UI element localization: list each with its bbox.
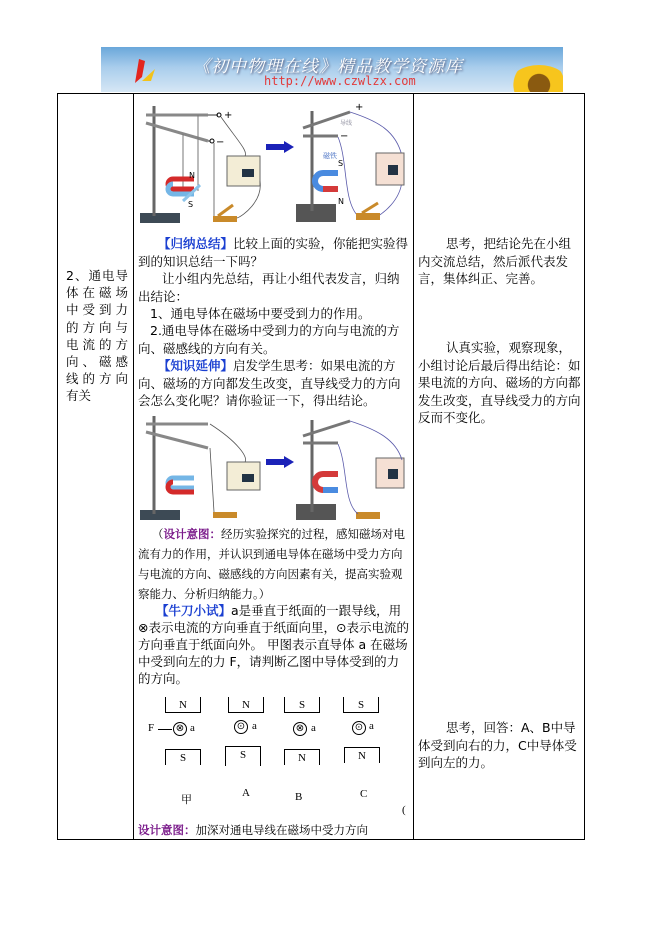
current-out-icon: ⊙ (336, 620, 347, 635)
header-banner (101, 47, 563, 92)
conductor-a: a (190, 722, 195, 734)
paren-open: （ (152, 527, 164, 541)
student-block-2: 认真实验，观察现象，小组讨论后最后得出结论：如果电流的方向、磁场的方向都发生改变，直导线受力的方向反而不变化。 (418, 340, 581, 425)
sunflower-image (509, 65, 563, 92)
logo-icon (131, 55, 157, 85)
magnet-top: S (284, 697, 320, 713)
magnet-bottom: N (344, 747, 380, 763)
experiment-figure-2 (138, 412, 410, 524)
wire-symbol: ⊗ (173, 722, 187, 736)
svg-text:N: N (338, 197, 344, 206)
student-block-3: 思考，回答：A、B中导体受到向右的力，C中导体受到向左的力。 (418, 720, 577, 770)
topic-text: 2、通电导体在磁场中受到力的方向与电流的方向、磁感线的方向有关 (66, 268, 128, 404)
magnet-bottom: N (284, 749, 320, 765)
svg-text:S: S (188, 200, 194, 209)
svg-text:N: N (189, 171, 195, 180)
magnet-bottom: S (165, 749, 201, 765)
point-1: 1、通电导体在磁场中要受到力的作用。 (150, 306, 371, 321)
topic-column (58, 94, 134, 839)
arrow-icon (266, 141, 294, 153)
force-label: F (148, 722, 155, 734)
student-activity-column (414, 94, 585, 839)
wire-symbol: ⊗ (293, 722, 307, 736)
svg-text:+: + (355, 102, 364, 113)
lesson-table (57, 93, 585, 840)
arrow-icon (266, 456, 294, 468)
wire-symbol: ⊙ (352, 721, 366, 735)
apparatus-reversed-before (140, 416, 260, 520)
svg-text:S: S (338, 159, 344, 168)
apparatus-before (140, 106, 260, 223)
experiment-figure-1 (138, 101, 410, 229)
student-block-1: 思考，把结论先在小组内交流总结，然后派代表发言，集体纠正、完善。 (418, 236, 572, 286)
banner-title: 《初中物理在线》精品教学资源库 (193, 57, 463, 77)
magnet-top: N (165, 697, 201, 713)
magnet-top: N (228, 697, 264, 713)
trial-text-3: 表示电流的方向垂直于纸面向外。 甲图表示直导体 a 在磁场中受到向左的力 F，请判断乙图中导体受到的力的方向。 (138, 620, 409, 686)
conductor-a: a (252, 720, 257, 732)
force-arrow-icon (158, 729, 172, 730)
svg-text:−: − (216, 137, 225, 148)
diagram-label: C (360, 788, 368, 800)
paren-open: ( (402, 804, 406, 816)
point-2: 2.通电导体在磁场中受到力的方向与电流的方向、磁感线的方向有关。 (138, 323, 400, 356)
design-intent-tag: 设计意图： (163, 527, 221, 541)
magnet-top: S (343, 697, 379, 713)
diagram-label: 甲 (181, 794, 192, 806)
summary-text: 比较上面的实验，你能把实验得到的知识总结一下吗？ (138, 236, 409, 269)
wire-symbol: ⊙ (234, 720, 248, 734)
svg-text:+: + (224, 110, 233, 121)
group-text: 让小组内先总结，再让小组代表发言，归纳出结论： (138, 271, 400, 304)
apparatus-after (296, 102, 404, 222)
svg-text:−: − (340, 131, 349, 142)
design-intent-1 (138, 524, 410, 604)
summary-tag: 【归纳总结】 (158, 236, 234, 251)
trial-paragraph (138, 602, 410, 687)
activity-column (134, 94, 414, 839)
magnet-bottom: S (225, 746, 261, 766)
trial-text-2: 表示电流的方向垂直于纸面向里， (148, 620, 336, 635)
conductor-label: 导线 (340, 120, 353, 127)
design-intent-text: 经历实验探究的过程，感知磁场对电流有力的作用，并认识到通电导体在磁场中受力方向与电流的方向、磁感线的方向因素有关，提高实验观察能力、分析归纳能力。） (138, 527, 405, 601)
design-intent-2 (138, 820, 410, 840)
magnet-label: 磁铁 (323, 152, 337, 160)
extension-text: 启发学生思考：如果电流的方向、磁场的方向都发生改变，直导线受力的方向会怎么变化呢？请你验证一下，得出结论。 (138, 358, 401, 408)
conductor-a: a (311, 722, 316, 734)
banner-url: http://www.czwlzx.com (264, 74, 416, 88)
design-intent-text: 加深对通电导线在磁场中受力方向 (195, 823, 368, 837)
extension-tag: 【知识延伸】 (158, 358, 234, 373)
diagram-label: B (295, 791, 303, 803)
trial-tag: 【牛刀小试】 (156, 603, 232, 618)
design-intent-tag: 设计意图： (138, 823, 196, 837)
diagram-label: A (242, 787, 250, 799)
conductor-a: a (369, 720, 374, 732)
apparatus-reversed-after (296, 420, 404, 520)
summary-paragraph (138, 235, 410, 270)
current-in-icon: ⊗ (138, 620, 149, 635)
extension-paragraph (138, 357, 410, 410)
trial-text-1: a是垂直于纸面的一跟导线，用 (231, 603, 402, 618)
